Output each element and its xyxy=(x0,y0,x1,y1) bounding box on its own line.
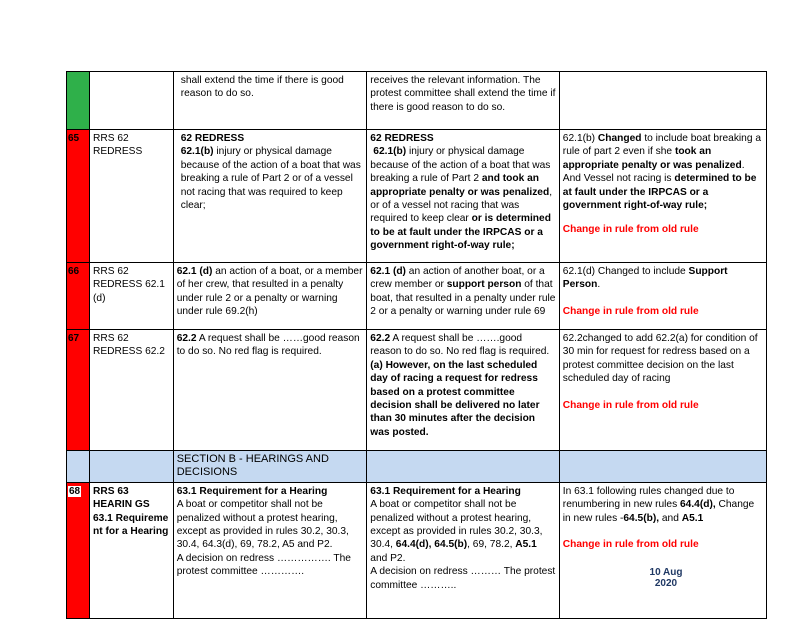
rule-cell xyxy=(90,482,174,618)
row-number: 66 xyxy=(68,266,80,277)
comment-cell xyxy=(559,72,766,130)
new-rule-cell xyxy=(367,130,560,263)
comment-text-d: 64.5(b), xyxy=(623,512,660,524)
comment-text-b: Support Person xyxy=(562,266,728,291)
new-rule-text-d: or is determined to be at fault under the IRPCAS or a government right-of-way rule; xyxy=(370,213,551,252)
comment-text-f: determined to be at fault under the IRPCAS or a government right-of-way rule; xyxy=(562,173,757,212)
footer-date: 10 Aug 2020 xyxy=(649,567,683,589)
section-cell-blank xyxy=(559,451,766,483)
old-rule-text: shall extend the time if there is good reason to do so. xyxy=(180,75,344,100)
change-note: Change in rule from old rule xyxy=(562,539,699,551)
section-row xyxy=(67,451,767,483)
comment-text-a: In 63.1 following rules changed due to renumbering in new rules xyxy=(562,485,735,511)
new-rule-sub: 62.1 (d) xyxy=(370,266,406,277)
table-row xyxy=(67,482,767,618)
rule-name: RRS 63 HEARIN GS 63.1 Requireme nt for a Hearing xyxy=(93,485,169,538)
rule-cell xyxy=(90,72,174,130)
rule-cell xyxy=(90,330,174,451)
change-note: Change in rule from old rule xyxy=(562,305,699,317)
table-row xyxy=(67,330,767,451)
section-heading-cell xyxy=(173,451,367,483)
comment-text-e: and xyxy=(659,512,682,524)
row-status-cell xyxy=(67,130,90,263)
new-rule-title: 63.1 Requirement for a Hearing xyxy=(370,485,521,497)
comment-cell xyxy=(559,130,766,263)
row-number: 67 xyxy=(68,333,80,344)
new-rule-title: 62 REDRESS xyxy=(370,133,434,144)
new-rule-text-a: injury or physical damage because of the action of a boat that was breaking a rule of Part 2 xyxy=(370,146,551,185)
comment-cell xyxy=(559,263,766,330)
new-rule-cell xyxy=(367,72,560,130)
new-rule-sub: 62.1(b) xyxy=(373,146,407,158)
table-row xyxy=(67,72,767,130)
old-rule-sub: 62.1(b) xyxy=(180,146,214,158)
comment-text-f: A5.1 xyxy=(681,512,704,524)
table-row xyxy=(67,263,767,330)
section-cell-blank xyxy=(67,451,90,483)
new-rule-sub: 62.2 xyxy=(370,333,391,344)
section-heading: SECTION B - HEARINGS AND DECISIONS xyxy=(176,453,329,479)
comment-text-a: 62.1(b) xyxy=(562,133,598,144)
comment-text-b: 64.4(d), xyxy=(680,499,716,511)
old-rule-cell xyxy=(173,72,367,130)
rules-comparison-table xyxy=(66,71,767,619)
new-rule-text-b: 64.4(d), 64.5(b) xyxy=(395,539,468,551)
old-rule-text: A request shall be ……good reason to do so. No red flag is required. xyxy=(176,333,360,358)
comment-text-a: 62.1(d) Changed to include xyxy=(562,266,689,277)
old-rule-title: 63.1 Requirement for a Hearing xyxy=(176,485,328,497)
old-rule-cell xyxy=(173,263,367,330)
comment-cell xyxy=(559,482,766,618)
old-rule-tail: A decision on redress ……………. The protest committee …………. xyxy=(176,552,351,578)
new-rule-cell xyxy=(367,482,560,618)
comment-text-c: Change in new rules - xyxy=(562,499,755,524)
new-rule-text-a: an action of another boat, or a crew member or xyxy=(370,266,545,291)
new-rule-text-e: and P2. xyxy=(370,552,406,564)
old-rule-sub: 62.2 xyxy=(176,333,197,344)
new-rule-text-c: support person xyxy=(446,279,522,291)
new-rule-text: receives the relevant information. The protest committee shall extend the time if there is good reason to do so. xyxy=(370,75,556,113)
old-rule-sub: 62.1 (d) xyxy=(176,266,213,277)
old-rule-text: A boat or competitor shall not be penalized without a protest hearing, except as provided in rules 30.2, 30.3, 30.4, 64.3(d), 69, 78.2, A5 and P2. xyxy=(176,499,349,551)
rule-cell xyxy=(90,263,174,330)
row-number: 68 xyxy=(69,485,81,497)
old-rule-text: an action of a boat, or a member of her crew, that resulted in a penalty under rule 2 or a penalty or warning under rule 69.2(h) xyxy=(176,266,363,318)
change-note: Change in rule from old rule xyxy=(562,224,699,236)
comment-text: 62.2changed to add 62.2(a) for condition of 30 min for request for redress based on a protest committee decision on the last scheduled day of racing xyxy=(562,333,758,385)
new-rule-text-b: and took an appropriate penalty or was penalized xyxy=(370,173,550,198)
rule-name: RRS 62 REDRESS xyxy=(93,133,143,158)
new-rule-text-c: , or of a vessel not racing that was required to keep clear xyxy=(370,186,553,225)
new-rule-text-a: A boat or competitor shall not be penalized without a protest hearing, except as provided in rules 30.2, 30.3, 30.4, xyxy=(370,499,543,551)
comment-text-d: took an appropriate penalty or was penalized xyxy=(562,146,742,171)
row-number: 65 xyxy=(68,133,80,144)
new-rule-cell xyxy=(367,330,560,451)
change-note: Change in rule from old rule xyxy=(562,399,699,411)
old-rule-text: injury or physical damage because of the action of a boat that was breaking a rule of Part 2 or of a vessel not racing that was required to keep clear; xyxy=(180,146,361,212)
comment-cell xyxy=(559,330,766,451)
new-rule-cell xyxy=(367,263,560,330)
comment-text-e: . And Vessel not racing is xyxy=(562,159,745,185)
section-cell-blank xyxy=(367,451,560,483)
rule-cell xyxy=(90,130,174,263)
table-row xyxy=(67,130,767,263)
new-rule-text-c: , 69, 78.2, xyxy=(467,539,516,551)
rule-name: RRS 62 REDRESS 62.2 xyxy=(93,333,165,358)
row-status-cell xyxy=(67,72,90,130)
old-rule-cell xyxy=(173,130,367,263)
old-rule-cell xyxy=(173,482,367,618)
comment-text-c: to include boat breaking a rule of part 2 even if she xyxy=(562,133,762,158)
row-status-cell xyxy=(67,330,90,451)
row-status-cell xyxy=(67,263,90,330)
old-rule-title: 62 REDRESS xyxy=(180,133,245,144)
new-rule-text-d: A5.1 xyxy=(515,539,537,551)
comment-text-b: Changed xyxy=(597,133,642,144)
new-rule-tail: A decision on redress ……… The protest committee ……….. xyxy=(370,566,556,591)
row-status-cell xyxy=(67,482,90,618)
rule-name: RRS 62 REDRESS 62.1 (d) xyxy=(93,266,165,304)
new-rule-text: A request shall be …….good reason to do so. No red flag is required. xyxy=(370,333,550,358)
section-cell-blank xyxy=(90,451,174,483)
new-rule-text-d: of that boat, that resulted in a penalty under rule 2 or a penalty or warning under rule 69 xyxy=(370,279,556,318)
comment-text-c: . xyxy=(597,279,601,291)
old-rule-cell xyxy=(173,330,367,451)
new-rule-addition: (a) However, on the last scheduled day of racing a request for redress based on a protest committee decision shall be delivered no later than 30 minutes after the decision was posted. xyxy=(370,359,540,438)
